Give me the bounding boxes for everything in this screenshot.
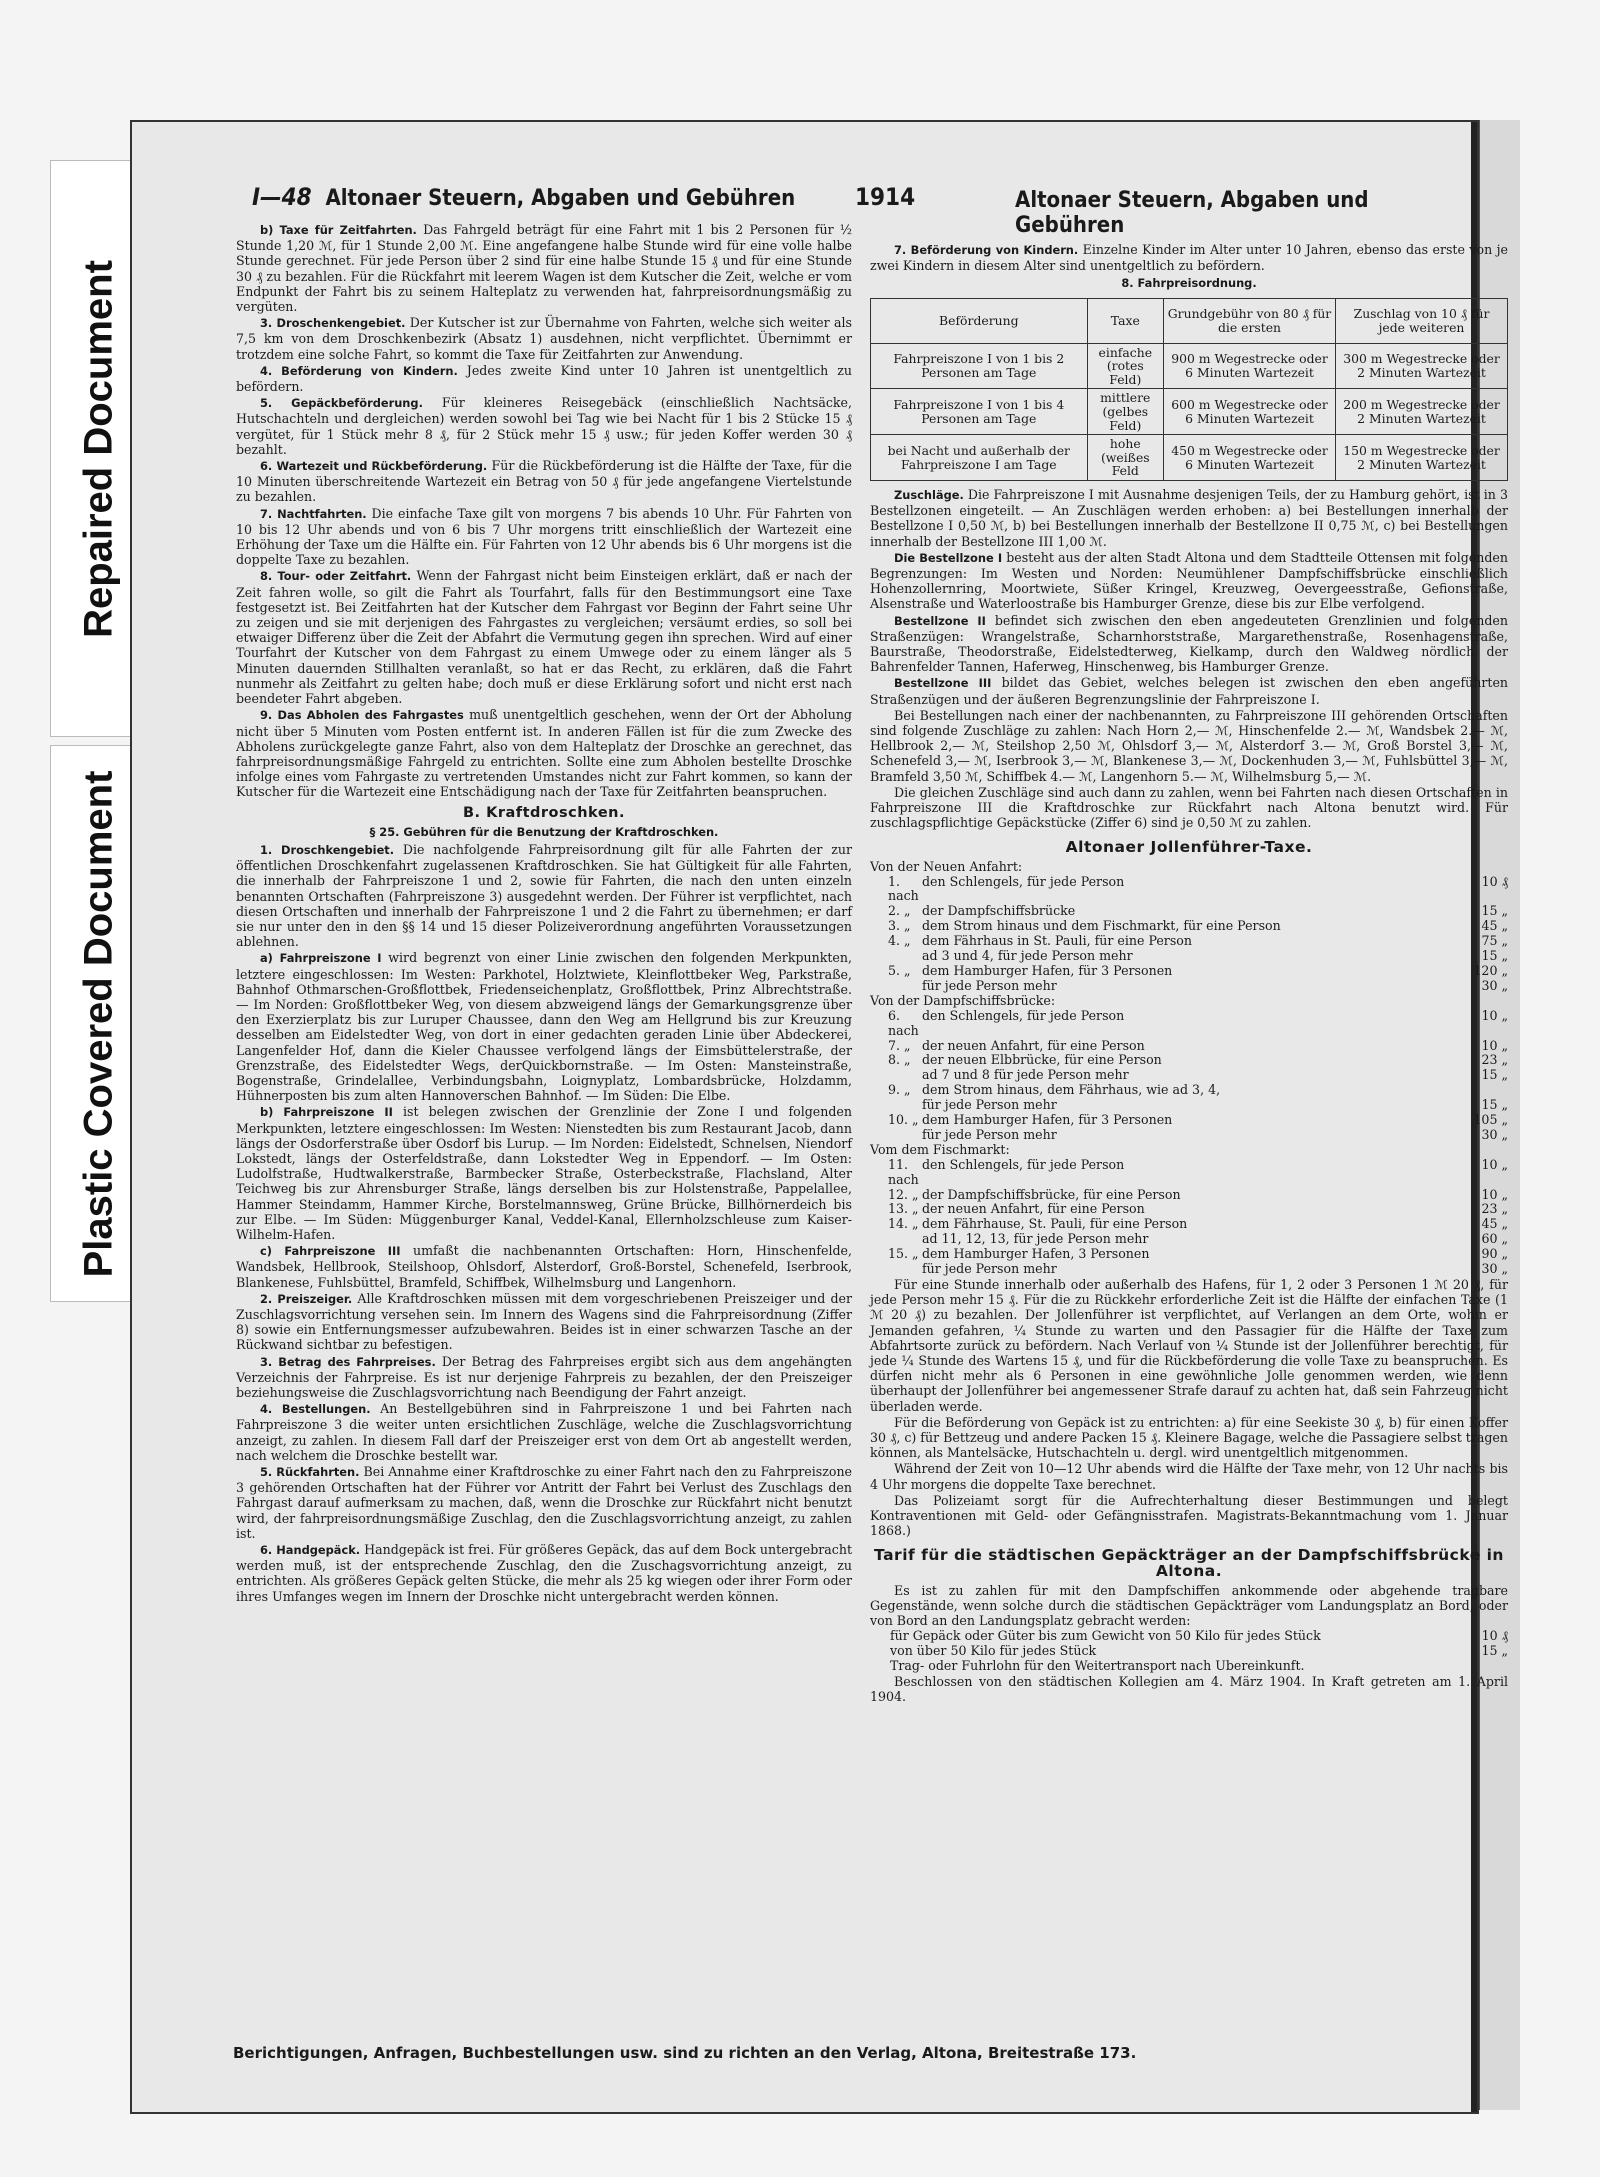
line-price: 10 ₰ xyxy=(1481,1628,1508,1644)
paragraph-heading: 6. Handgepäck. xyxy=(260,1543,361,1558)
paragraph xyxy=(236,707,852,799)
route-list xyxy=(870,1158,1508,1277)
line-number: 12. „ xyxy=(888,1186,919,1202)
section-heading-kraftdroschken: B. Kraftdroschken. xyxy=(463,804,625,821)
table-header-row xyxy=(871,298,1508,343)
paragraph xyxy=(236,458,852,505)
paragraph xyxy=(236,1542,852,1604)
price-line xyxy=(870,934,1508,949)
route-list xyxy=(870,1009,1508,1143)
paragraph: Es ist zu zahlen für mit den Dampfschiffen ankommende oder abgehende tragbare Gegenstände, wenn solche durch die städtischen Gepäckträger vom Landungsplatz an Bord, oder von Bord an den Landungsplatz gebracht werden: xyxy=(870,1582,1508,1629)
paragraph-text: Für die Rückbeförderung ist die Hälfte der Taxe, für die 10 Minuten überschreitende Wartezeit ein Betrag von 50 ₰ für jede angefangene Viertelstunde zu bezahlen. xyxy=(236,458,852,505)
line-text: dem Fährhause, St. Pauli, für eine Person xyxy=(922,1217,1188,1232)
line-text: für jede Person mehr xyxy=(922,1262,1057,1277)
line-text: für Gepäck oder Güter bis zum Gewicht von 50 Kilo für jedes Stück xyxy=(890,1629,1321,1644)
paragraph xyxy=(236,222,852,314)
line-text: ad 7 und 8 für jede Person mehr xyxy=(922,1068,1129,1083)
line-number: 4. „ xyxy=(888,933,911,949)
paragraph-heading: 1. Droschkengebiet. xyxy=(260,842,395,857)
paragraph xyxy=(236,1104,852,1242)
paragraph-text: Wenn der Fahrgast nicht beim Einsteigen erklärt, daß er nach der Zeit fahren wolle, so gilt die Fahrt als Tourfahrt, falls für den Bestimmungsort eine Taxe festgesetzt ist. Bei Zeitfahrten hat der Kutscher dem Fahrgast vor Beginn der Fahrt seine Uhr zu zeigen und sie mit derjenigen des Fahrgastes zu vergleichen; versäumt erdies, so soll bei etwaiger Differenz über die Zeit der Abfahrt die Vermutung gegen ihn sprechen. Wird auf einer Tourfahrt der Kutscher von dem Fahrgast zu einem Umwege oder zu einem länger als 5 Minuten dauernden Stillhalten veranlaßt, so hat er das Recht, zu erklären, daß die Fahrt nunmehr als Zeitfahrt zu gelten habe; doch muß er diese Erklärung sofort und nicht erst nach beendeter Fahrt abgeben. xyxy=(236,568,852,707)
paragraph xyxy=(236,1464,852,1541)
tarif-list xyxy=(870,1629,1508,1674)
line-number xyxy=(870,949,922,964)
line-number: 10. „ xyxy=(888,1112,919,1128)
table-cell: bei Nacht und außerhalb der Fahrpreiszone I am Tage xyxy=(871,435,1088,481)
price-line xyxy=(870,964,1508,979)
line-text: von über 50 Kilo für jedes Stück xyxy=(890,1644,1097,1659)
paragraph-heading: 8. Tour- oder Zeitfahrt. xyxy=(260,569,412,584)
tarif-title: Tarif für die städtischen Gepäckträger an der Dampfschiffsbrücke in Altona. xyxy=(874,1546,1504,1580)
paragraph-heading: 7. Nachtfahrten. xyxy=(260,506,367,521)
line-text: der Dampfschiffsbrücke, für eine Person xyxy=(922,1187,1181,1202)
paragraph: Bei Bestellungen nach einer der nachbenannten, zu Fahrpreiszone III gehörenden Ortschaften sind folgende Zuschläge zu zahlen: Nach Horn 2,— ℳ, Hinschenfelde 2.— ℳ, Wandsbek 2.— ℳ, Hellbrook 2,— ℳ, Steilshop 2,50 ℳ, Ohlsdorf 3,— ℳ, Alsterdorf 3.— ℳ, Groß Borstel 3,— ℳ, Schenefeld 3,— ℳ, Iserbrook 3,— ℳ, Blankenese 3,— ℳ, Dockenhuden 3,— ℳ, Fuhlsbüttel 3,— ℳ, Bramfeld 3,50 ℳ, Schiffbek 4.— ℳ, Langenhorn 5.— ℳ, Wilhelmsburg 5,— ℳ. xyxy=(870,707,1508,784)
line-number: 1. nach xyxy=(888,873,919,904)
table-cell: 300 m Wegestrecke oder 2 Minuten Wartezeit xyxy=(1336,343,1508,389)
paragraph-text: Die nachfolgende Fahrpreisordnung gilt für alle Fahrten der zur öffentlichen Droschkenfahrt zugelassenen Kraftdroschken. Sie hat Gültigkeit für alle Fahrten, die innerhalb der Fahrpreiszone 1 und 2, sowie für Fahrten, die nach den unten einzeln benannten Ortschaften (Fahrpreiszone 3) ausgedehnt werden. Der Führer ist verpflichtet, nach diesen Ortschaften und innerhalb der Fahrpreiszone 1 und 2 die Fahrt zu übernehmen; er darf sie nur unter den in den §§ 14 und 15 dieser Polizeiverordnung angeführten Voraussetzungen ablehnen. xyxy=(236,841,853,950)
paragraph-text: Die einfache Taxe gilt von morgens 7 bis abends 10 Uhr. Für Fahrten von 10 bis 12 Uhr abends und von 6 bis 7 Uhr morgens tritt einschließlich der Wartezeit eine Erhöhung der Taxe um die Hälfte ein. Für Fahrten von 12 Uhr abends bis 6 Uhr morgens ist die doppelte Taxe zu bezahlen. xyxy=(236,505,852,568)
fahrpreisordnung-heading xyxy=(870,275,1508,291)
paragraph xyxy=(236,950,852,1103)
column-header: Grundgebühr von 80 ₰ für die ersten xyxy=(1164,298,1336,343)
paragraph-text: Jedes zweite Kind unter 10 Jahren ist unentgeltlich zu befördern. xyxy=(236,362,852,395)
header-left xyxy=(252,183,795,211)
paragraph xyxy=(870,242,1508,273)
paragraph xyxy=(236,1401,852,1463)
paragraph: Die gleichen Zuschläge sind auch dann zu zahlen, wenn bei Fahrten nach diesen Ortschaften in Fahrpreiszone III die Kraftdroschke zur Rückfahrt nach Altona benutzt wird. Für zuschlagspflichtige Gepäckstücke (Ziffer 6) sind je 0,50 ℳ zu zahlen. xyxy=(870,784,1508,831)
table-cell: Fahrpreiszone I von 1 bis 2 Personen am Tage xyxy=(871,343,1088,389)
line-text: der neuen Elbbrücke, für eine Person xyxy=(922,1053,1162,1068)
paragraph-heading: 5. Gepäckbeförderung. xyxy=(260,396,423,411)
header-left-title: Altonaer Steuern, Abgaben und Gebühren xyxy=(325,186,796,211)
paragraph-text: bildet das Gebiet, welches belegen ist zwischen den eben angeführten Straßenzügen und der äußeren Begrenzungslinie der Fahrpreiszone I. xyxy=(870,675,1509,707)
column-header: Beförderung xyxy=(871,298,1088,343)
line-number: 13. „ xyxy=(888,1201,919,1217)
paragraph xyxy=(236,395,852,457)
paragraph-text: besteht aus der alten Stadt Altona und dem Stadtteile Ottensen mit folgenden Begrenzungen: Im Westen und Norden: Neumühlener Dampfschiffsbrücke einschließlich Hohenzollernring, Moortwiete, Süßer Kringel, Kreuzweg, Oevergeesstraße, Gefionstraße, Alsenstraße und Waterloostraße bis Hamburger Grenze, diese bis zur Elbe verfolgend. xyxy=(870,549,1508,612)
price-line xyxy=(870,1247,1508,1262)
line-price: 120 „ xyxy=(1473,962,1508,978)
paragraph xyxy=(236,363,852,394)
line-price: 15 „ xyxy=(1481,903,1508,919)
price-line xyxy=(870,1053,1508,1068)
line-price xyxy=(1466,1659,1508,1674)
price-line xyxy=(870,1009,1508,1039)
section-25-title: § 25. Gebühren für die Benutzung der Kraftdroschken. xyxy=(369,824,719,839)
paragraph xyxy=(236,1354,852,1401)
line-price: 23 „ xyxy=(1481,1052,1508,1068)
line-text: dem Strom hinaus, dem Fährhaus, wie ad 3, 4, xyxy=(922,1083,1221,1098)
paragraph xyxy=(236,315,852,362)
line-number xyxy=(870,979,922,994)
paragraph-heading: a) Fahrpreiszone I xyxy=(260,951,382,966)
paragraph: Das Polizeiamt sorgt für die Aufrechterhaltung dieser Bestimmungen und belegt Kontraventionen mit Geld- oder Gefängnisstrafen. Magistrats-Bekanntmachung vom 1. Januar 1868.) xyxy=(870,1492,1508,1539)
route-list xyxy=(870,875,1508,994)
line-price: 30 „ xyxy=(1481,1261,1508,1277)
paragraph xyxy=(870,613,1508,675)
right-column xyxy=(870,242,1508,1706)
line-text: der neuen Anfahrt, für eine Person xyxy=(922,1038,1145,1053)
line-text: ad 3 und 4, für jede Person mehr xyxy=(922,949,1133,964)
paragraph-text: muß unentgeltlich geschehen, wenn der Ort der Abholung nicht über 5 Minuten vom Posten entfernt ist. In anderen Fällen ist für die zum Zwecke des Abholens zurückgelegte ganze Fahrt, also von dem Halteplatz der Droschke an gerechnet, das fahrpreisordnungsmäßige Fahrgeld zu entrichten. Sollte eine zum Abholen bestellte Droschke infolge eines vom Fahrgaste zu vertretenden Umstandes nicht zur Fahrt kommen, so kann der Kutscher für die Wartezeit eine Entschädigung nach der Taxe für Zeitfahrten beanspruchen. xyxy=(236,707,852,800)
paragraph-heading: 9. Das Abholen des Fahrgastes xyxy=(260,708,464,723)
table-cell: einfache (rotes Feld) xyxy=(1087,343,1163,389)
line-number: 11. nach xyxy=(888,1156,919,1187)
price-line xyxy=(870,1039,1508,1054)
price-line xyxy=(870,1083,1508,1098)
line-price: 105 „ xyxy=(1473,1112,1508,1128)
line-text: dem Hamburger Hafen, für 3 Personen xyxy=(922,963,1173,978)
paragraph-heading: 2. Preiszeiger. xyxy=(260,1291,353,1306)
tarif-line xyxy=(870,1644,1508,1659)
paragraph: Für eine Stunde innerhalb oder außerhalb des Hafens, für 1, 2 oder 3 Personen 1 ℳ 20 ₰, für jede Person mehr 15 ₰. Für die zu Rückkehr erforderliche Zeit ist die Hälfte der einfachen Taxe (1 ℳ 20 ₰) zu bezahlen. Der Jollenführer ist verpflichtet, auf Verlangen an dem Orte, wohin er Jemanden gefahren, ¼ Stunde zu warten und den Passagier für die Hälfte der Taxe zum Abfahrtsorte zurück zu befördern. Nach Verlauf von ¼ Stunde ist der Jollenführer berechtigt, für jede ¼ Stunde des Wartens 15 ₰, und für die Rückbeförderung die volle Taxe zu beanspruchen. Es dürfen nicht mehr als 6 Personen in eine gewöhnliche Jolle genommen werden, wie denn überhaupt der Jollenführer bei angemessener Strafe darauf zu achten hat, daß sein Fahrzeug nicht überladen werde. xyxy=(870,1277,1508,1414)
paragraph-text: wird begrenzt von einer Linie zwischen den folgenden Merkpunkten, letztere eingeschlossen: Im Westen: Parkhotel, Holztwiete, Kleinflottbeker Weg, Parkstraße, Bahnhof Othmarschen-Großflottbek, Friedenseichenplatz, Großflottbek, Prinz Albrechtstraße. — Im Norden: Großflottbeker Weg, von diesem abzweigend längs der Gemarkungsgrenze über den Exerzierplatz bis zur Luruper Chaussee, dann den Weg am Hellgrund bis zur Kreuzung desselben am Eidelstedter Weg, von dort in einer gedachten geraden Linie über Abdeckerei, Langenfelder Hof, dann die Kieler Chaussee verfolgend längs der Eimsbüttelerstraße, der Grenzstraße, des Eidelstedter Wegs, derQuickbornstraße. — Im Osten: Mansteinstraße, Bogenstraße, Grindelallee, Verbindungsbahn, Loignyplatz, Lombardsbrücke, Holzdamm, Hühnerposten bis zum alten Hannoverschen Bahnhof. — Im Süden: Die Elbe. xyxy=(236,950,853,1104)
paragraph-text: An Bestellgebühren sind in Fahrpreiszone 1 und bei Fahrten nach Fahrpreiszone 3 die weiter unten ersichtlichen Zuschläge, welche die Zuschlagsvorrichtung anzeigt, zu zahlen. In diesem Fall darf der Preiszeiger erst von dem Ort ab angestellt werden, nach welchem die Droschke bestellt war. xyxy=(236,1401,852,1463)
line-text: für jede Person mehr xyxy=(922,978,1057,993)
paragraph-heading: 5. Rückfahrten. xyxy=(260,1465,360,1480)
repaired-document-label: Repaired Document xyxy=(76,259,120,638)
line-number xyxy=(870,1098,922,1113)
paragraph-heading: 6. Wartezeit und Rückbeförderung. xyxy=(260,459,488,474)
line-text: den Schlengels, für jede Person xyxy=(922,1008,1125,1023)
jollen-taxe-list xyxy=(870,860,1508,1277)
line-price: 90 „ xyxy=(1481,1246,1508,1262)
paragraph-heading: Die Bestellzone I xyxy=(894,550,1003,565)
line-price: 15 „ xyxy=(1481,948,1508,964)
paragraph-heading: b) Taxe für Zeitfahrten. xyxy=(260,223,417,237)
line-price: 15 „ xyxy=(1481,1097,1508,1113)
fare-table xyxy=(870,298,1508,481)
line-price: 60 „ xyxy=(1481,1231,1508,1247)
line-text: dem Hamburger Hafen, für 3 Personen xyxy=(922,1113,1173,1128)
price-line xyxy=(870,979,1508,994)
line-price: 23 „ xyxy=(1481,1201,1508,1217)
table-row xyxy=(871,389,1508,435)
plastic-covered-label: Plastic Covered Document xyxy=(76,770,120,1277)
paragraph-heading: Zuschläge. xyxy=(894,487,964,502)
paragraph-text: befindet sich zwischen den eben angedeuteten Grenzlinien und folgenden Straßenzügen: Wrangelstraße, Scharnhorststraße, Margarethenstraße, Rosenhagenstraße, Baurstraße, Theodorstraße, Eidelstedterweg, Kielkamp, durch den Waldweg nördlich der Bahrenfelder Tannen, Haferweg, Hinschenweg, bis Hamburger Grenze. xyxy=(870,612,1508,675)
line-price: 30 „ xyxy=(1481,977,1508,993)
price-line xyxy=(870,875,1508,905)
paragraph-text: umfaßt die nachbenannten Ortschaften: Horn, Hinschenfelde, Wandsbek, Hellbrook, Steilshoop, Ohlsdorf, Alsterdorf, Groß-Borstel, Schenefeld, Iserbrook, Blankenese, Fuhlsbüttel, Bramfeld, Schiffbek, Wilhelmsburg und Langenhorn. xyxy=(236,1243,852,1290)
line-number: 14. „ xyxy=(888,1216,919,1232)
price-line xyxy=(870,1158,1508,1188)
paragraph-heading: 4. Beförderung von Kindern. xyxy=(260,363,458,378)
paragraph xyxy=(236,506,852,568)
price-line xyxy=(870,1113,1508,1128)
column-header: Zuschlag von 10 ₰ für jede weiteren xyxy=(1336,298,1508,343)
line-price xyxy=(1466,1083,1508,1098)
table-cell: hohe (weißes Feld xyxy=(1087,435,1163,481)
paragraph-text: Bei Annahme einer Kraftdroschke zu einer Fahrt nach den zu Fahrpreiszone 3 gehörenden Ortschaften hat der Führer vor Antritt der Fahrt bei Verlust des Zuschlags den Fahrgast darauf aufmerksam zu machen, daß, wenn die Droschke zur Rückfahrt nicht benutzt wird, der fahrpreisordnungsmäßige Zuschlag, den die Zuschlagsvorrichtung anzeigt, zu zahlen ist. xyxy=(236,1464,853,1541)
price-line xyxy=(870,1232,1508,1247)
table-cell: 450 m Wegestrecke oder 6 Minuten Wartezeit xyxy=(1164,435,1336,481)
price-line xyxy=(870,1217,1508,1232)
line-text: ad 11, 12, 13, für jede Person mehr xyxy=(922,1232,1149,1247)
table-row xyxy=(871,435,1508,481)
line-number: 2. „ xyxy=(888,903,911,919)
table-cell: mittlere (gelbes Feld) xyxy=(1087,389,1163,435)
line-text: der Dampfschiffsbrücke xyxy=(922,904,1076,919)
paragraph xyxy=(870,675,1508,706)
paragraph: Während der Zeit von 10—12 Uhr abends wird die Hälfte der Taxe mehr, von 12 Uhr nachts bis 4 Uhr morgens die doppelte Taxe berechnet. xyxy=(870,1461,1508,1492)
paragraph xyxy=(870,550,1508,612)
table-cell: 900 m Wegestrecke oder 6 Minuten Wartezeit xyxy=(1164,343,1336,389)
paragraph: Für die Beförderung von Gepäck ist zu entrichten: a) für eine Seekiste 30 ₰, b) für einen Koffer 30 ₰, c) für Bettzeug und andere Packen 15 ₰. Kleinere Bagage, welche die Passagiere selbst tragen können, als Mantelsäcke, Hutschachteln u. dergl. wird unentgeltlich mitgenommen. xyxy=(870,1414,1508,1461)
line-text: dem Strom hinaus und dem Fischmarkt, für eine Person xyxy=(922,919,1281,934)
line-number: 7. „ xyxy=(888,1037,911,1053)
line-price: 10 ₰ xyxy=(1481,873,1508,889)
paragraph xyxy=(236,1291,852,1353)
route-group-heading: Von der Dampfschiffsbrücke: xyxy=(870,992,1056,1008)
paragraph-heading: c) Fahrpreiszone III xyxy=(260,1244,401,1259)
tarif-line xyxy=(870,1629,1508,1644)
table-cell: 150 m Wegestrecke oder 2 Minuten Wartezeit xyxy=(1336,435,1508,481)
line-number xyxy=(870,1262,922,1277)
line-text: der neuen Anfahrt, für eine Person xyxy=(922,1202,1145,1217)
price-line xyxy=(870,1202,1508,1217)
line-number xyxy=(870,1128,922,1143)
line-number: 8. „ xyxy=(888,1052,911,1068)
paragraph-text: Das Fahrgeld beträgt für eine Fahrt mit 1 bis 2 Personen für ½ Stunde 1,20 ℳ, für 1 Stunde 2,00 ℳ. Eine angefangene halbe Stunde wird für eine volle halbe Stunde gerechnet. Für jede Person über 2 sind für eine halbe Stunde 15 ₰ und für eine Stunde 30 ₰ zu bezahlen. Für die Rückfahrt mit leerem Wagen ist dem Kutscher die Zeit, welche er vom Endpunkt der Fahrt bis zu seinem Halteplatz zu verwenden hat, fahrpreisordnungsmäßig zu vergüten. xyxy=(236,222,852,315)
page-number: I—48 xyxy=(252,183,312,211)
paragraph-text: Einzelne Kinder im Alter unter 10 Jahren, ebenso das erste von je zwei Kindern in diesem Alter sind unentgeltlich zu befördern. xyxy=(870,242,1508,274)
paragraph-text: Alle Kraftdroschken müssen mit dem vorgeschriebenen Preiszeiger und der Zuschlagsvorrichtung versehen sein. Im Innern des Wagens sind die Fahrpreisordnung (Ziffer 8) sowie ein Entfernungsmesser aufzubewahren. Beides ist in einer schwarzen Tasche an der Rückwand sichtbar zu befestigen. xyxy=(236,1290,852,1353)
tarif-line xyxy=(870,1659,1508,1674)
paragraph-heading: Bestellzone III xyxy=(894,676,992,691)
paragraph-text: ist belegen zwischen der Grenzlinie der Zone I und folgenden Merkpunkten, letztere eingeschlossen: Im Westen: Nienstedten bis zum Restaurant Jacob, dann längs der Osdorferstraße über Osdorf bis Lurup. — Im Norden: Eidelstedt, Schnelsen, Niendorf Lokstedt, längs der Osterfeldstraße, dann Lokstedter Weg in Eppendorf. — Im Osten: Ludolfstraße, Hudtwalkerstraße, Barmbecker Straße, Osterbeckstraße, Flachsland, Alter Teichweg bis zur Ahrensburger Straße, längs derselben bis zur Holstenstraße, Pappelallee, Hammer Steindamm, Hammer Kirche, Borstelmannsweg, Grüne Brücke, Billhörnerdeich bis zur Elbe. — Im Süden: Müggenburger Kanal, Veddel-Kanal, Ellernholzschleuse zum Kaiser-Wilhelm-Hafen. xyxy=(236,1104,853,1242)
paragraph-heading: 7. Beförderung von Kindern. xyxy=(894,243,1079,257)
line-price: 10 „ xyxy=(1481,1156,1508,1172)
line-number xyxy=(870,1068,922,1083)
page-footer: Berichtigungen, Anfragen, Buchbestellungen usw. sind zu richten an den Verlag, Altona, Breitestraße 173. xyxy=(233,2044,1137,2062)
paragraph-heading: 4. Bestellungen. xyxy=(260,1402,371,1417)
route-group-heading: Vom dem Fischmarkt: xyxy=(870,1141,1010,1157)
line-text: den Schlengels, für jede Person xyxy=(922,874,1125,889)
paragraph xyxy=(236,842,852,949)
line-price: 45 „ xyxy=(1481,918,1508,934)
price-line xyxy=(870,1128,1508,1143)
price-line xyxy=(870,1262,1508,1277)
line-number: 3. „ xyxy=(888,918,911,934)
table-row xyxy=(871,343,1508,389)
line-text: dem Hamburger Hafen, 3 Personen xyxy=(922,1247,1150,1262)
line-price: 45 „ xyxy=(1481,1216,1508,1232)
line-price: 75 „ xyxy=(1481,933,1508,949)
paragraph-text: Die Fahrpreiszone I mit Ausnahme desjenigen Teils, der zu Hamburg gehört, ist in 3 Bestellzonen eingeteilt. — An Zuschlägen werden erhoben: a) bei Bestellungen innerhalb der Bestellzone I 0,50 ℳ, b) bei Bestellungen innerhalb der Bestellzone II 0,75 ℳ, c) bei Bestellungen innerhalb der Bestellzone III 1,00 ℳ. xyxy=(870,486,1508,549)
price-line xyxy=(870,1188,1508,1203)
line-price: 15 „ xyxy=(1481,1067,1508,1083)
paragraph-heading: 3. Droschenkengebiet. xyxy=(260,316,406,331)
line-text: den Schlengels, für jede Person xyxy=(922,1157,1125,1172)
jollen-taxe-title: Altonaer Jollenführer-Taxe. xyxy=(1065,838,1313,857)
line-number xyxy=(870,1232,922,1247)
line-price: 30 „ xyxy=(1481,1126,1508,1142)
paragraph-text: Der Kutscher ist zur Übernahme von Fahrten, welche sich weiter als 7,5 km von dem Droschkenbezirk (Absatz 1) ausdehnen, nicht verpflichtet. Übernimmt er trotzdem eine solche Fahrt, so kommt die Taxe für Zeitfahrten zur Anwendung. xyxy=(236,315,852,362)
fahrpreisordnung-title: 8. Fahrpreisordnung. xyxy=(1121,276,1257,291)
paragraph-heading: b) Fahrpreiszone II xyxy=(260,1105,393,1120)
route-group-heading: Von der Neuen Anfahrt: xyxy=(870,858,1023,874)
price-line xyxy=(870,1068,1508,1083)
section-subheading xyxy=(236,824,852,840)
line-number: 6. nach xyxy=(888,1007,919,1038)
paragraph-text: Der Betrag des Fahrpreises ergibt sich aus dem angehängten Verzeichnis der Fahrpreise. Es ist nur derjenige Fahrpreis zu bezahlen, der den Preiszeiger beziehungsweise die Zuschlagsvorrichtung nach Beendigung der Fahrt anzeigt. xyxy=(236,1353,852,1401)
line-price: 10 „ xyxy=(1481,1037,1508,1053)
paragraph xyxy=(236,568,852,706)
line-text: Trag- oder Fuhrlohn für den Weitertransport nach Übereinkunft. xyxy=(890,1659,1305,1674)
line-number: 9. „ xyxy=(888,1082,911,1098)
line-price: 10 „ xyxy=(1481,1186,1508,1202)
paragraph-text: Handgepäck ist frei. Für größeres Gepäck, das auf dem Bock untergebracht werden muß, ist der entsprechende Zuschlag, den die Zuschagsvorrichtung anzeigt, zu entrichten. Als größeres Gepäck gelten Stücke, die mehr als 25 kg wiegen oder ihrer Form oder ihres Umfanges wegen im Innern der Droschke nicht untergebracht werden können. xyxy=(236,1542,853,1604)
line-text: dem Fährhaus in St. Pauli, für eine Person xyxy=(922,934,1192,949)
paragraph xyxy=(870,487,1508,549)
line-text: für jede Person mehr xyxy=(922,1127,1057,1142)
column-header: Taxe xyxy=(1087,298,1163,343)
header-year: 1914 xyxy=(855,183,916,211)
line-text: für jede Person mehr xyxy=(922,1098,1057,1113)
table-cell: 600 m Wegestrecke oder 6 Minuten Wartezeit xyxy=(1164,389,1336,435)
price-line xyxy=(870,919,1508,934)
header-right-title: Altonaer Steuern, Abgaben und Gebühren xyxy=(1015,188,1369,238)
paragraph: Beschlossen von den städtischen Kollegien am 4. März 1904. In Kraft getreten am 1. April 1904. xyxy=(870,1674,1508,1705)
paragraph-heading: 3. Betrag des Fahrpreises. xyxy=(260,1354,436,1369)
paragraph xyxy=(236,1243,852,1290)
price-line xyxy=(870,949,1508,964)
table-cell: 200 m Wegestrecke oder 2 Minuten Wartezeit xyxy=(1336,389,1508,435)
paragraph-text: Für kleineres Reisegebäck (einschließlich Nachtsäcke, Hutschachteln und dergleichen) werden sowohl bei Tag wie bei Nacht für 1 bis 2 Stücke 15 ₰ vergütet, für 1 Stück mehr 8 ₰, für 2 Stück mehr 15 ₰ usw.; für jeden Koffer werden 30 ₰ bezahlt. xyxy=(236,395,853,457)
paragraph-heading: Bestellzone II xyxy=(894,613,986,628)
line-price: 10 „ xyxy=(1481,1007,1508,1023)
line-price: 15 „ xyxy=(1481,1643,1508,1659)
line-number: 15. „ xyxy=(888,1246,919,1262)
price-line xyxy=(870,904,1508,919)
table-cell: Fahrpreiszone I von 1 bis 4 Personen am Tage xyxy=(871,389,1088,435)
line-number: 5. „ xyxy=(888,962,911,978)
left-column xyxy=(236,222,852,1605)
price-line xyxy=(870,1098,1508,1113)
